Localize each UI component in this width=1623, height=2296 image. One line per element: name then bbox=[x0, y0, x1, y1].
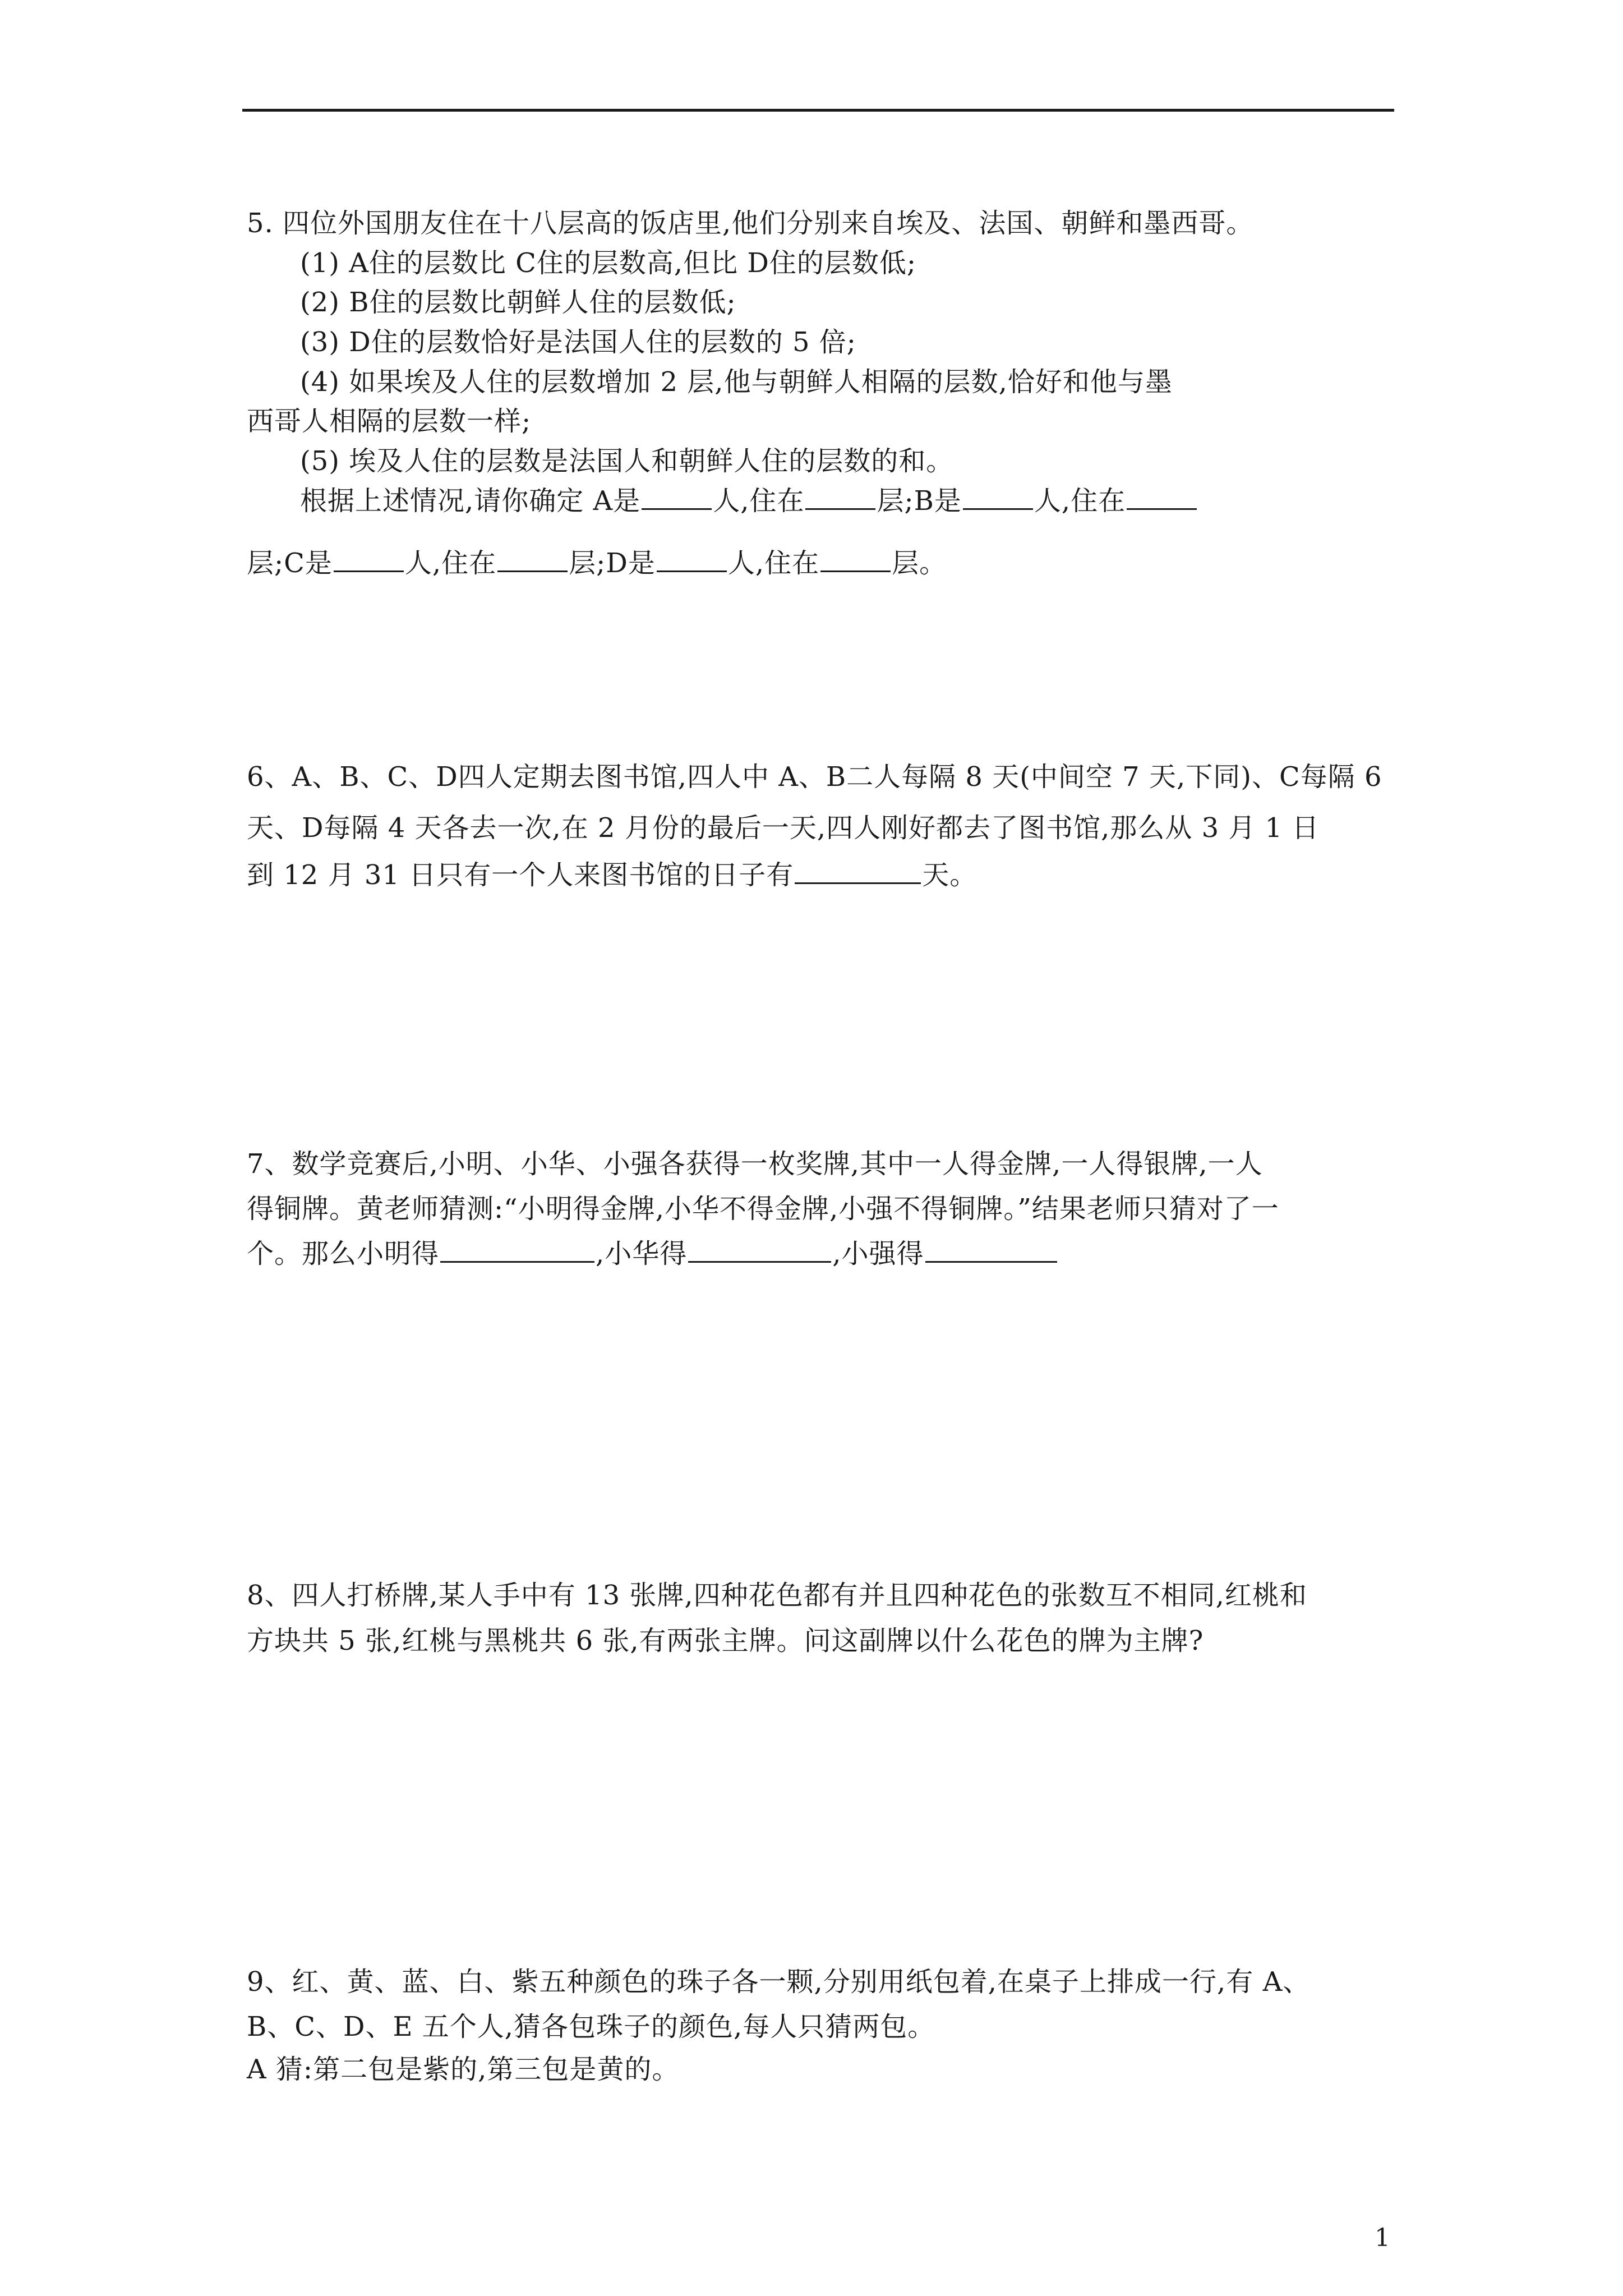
q5-condition-4a: (4) 如果埃及人住的层数增加 2 层,他与朝鲜人相隔的层数,恰好和他与墨 bbox=[300, 366, 1173, 398]
answer-blank[interactable] bbox=[334, 544, 404, 572]
answer-blank[interactable] bbox=[795, 855, 921, 884]
q5-condition-2: (2) B住的层数比朝鲜人住的层数低; bbox=[300, 287, 736, 318]
answer-blank[interactable] bbox=[1127, 481, 1197, 510]
answer-blank[interactable] bbox=[497, 544, 568, 572]
q5-ask-text: 层;C是 bbox=[247, 547, 333, 579]
answer-blank[interactable] bbox=[688, 1234, 831, 1263]
answer-blank[interactable] bbox=[820, 544, 891, 572]
q7-line-3-text: ,小华得 bbox=[596, 1238, 688, 1269]
q5-ask-text: 层;B是 bbox=[877, 485, 962, 517]
q6-line-3 bbox=[247, 855, 977, 895]
q5-ask-text: 层;D是 bbox=[569, 547, 656, 579]
q5-ask-text: 人,住在 bbox=[727, 547, 820, 579]
q5-question-line-2 bbox=[247, 543, 947, 583]
q6-line-2: 天、D每隔 4 天各去一次,在 2 月份的最后一天,四人刚好都去了图书馆,那么从 3 月 1 日 bbox=[247, 812, 1320, 844]
q8-line-1: 8、四人打桥牌,某人手中有 13 张牌,四种花色都有并且四种花色的张数互不相同,红桃和 bbox=[247, 1580, 1307, 1611]
answer-blank[interactable] bbox=[805, 481, 875, 510]
q8-line-2: 方块共 5 张,红桃与黑桃共 6 张,有两张主牌。问这副牌以什么花色的牌为主牌? bbox=[247, 1625, 1204, 1657]
q5-intro: 5. 四位外国朋友住在十八层高的饭店里,他们分别来自埃及、法国、朝鲜和墨西哥。 bbox=[247, 208, 1254, 239]
q7-line-3-text: ,小强得 bbox=[832, 1238, 924, 1269]
q9-line-1: 9、红、黄、蓝、白、紫五种颜色的珠子各一颗,分别用纸包着,在桌子上排成一行,有 A、 bbox=[247, 1966, 1311, 1998]
q5-ask-text: 根据上述情况,请你确定 A是 bbox=[300, 485, 641, 517]
answer-blank[interactable] bbox=[925, 1234, 1057, 1263]
q9-line-3: A 猜:第二包是紫的,第三包是黄的。 bbox=[247, 2054, 680, 2085]
q6-line-1: 6、A、B、C、D四人定期去图书馆,四人中 A、B二人每隔 8 天(中间空 7 天,下同)、C每隔 6 bbox=[247, 761, 1382, 793]
q9-line-2: B、C、D、E 五个人,猜各包珠子的颜色,每人只猜两包。 bbox=[247, 2011, 935, 2042]
page-number: 1 bbox=[1375, 2224, 1390, 2252]
answer-blank[interactable] bbox=[642, 481, 712, 510]
q7-line-3 bbox=[247, 1234, 1058, 1274]
q5-condition-3: (3) D住的层数恰好是法国人住的层数的 5 倍; bbox=[300, 326, 856, 358]
q5-condition-1: (1) A住的层数比 C住的层数高,但比 D住的层数低; bbox=[300, 247, 917, 279]
q6-line-3-tail: 天。 bbox=[922, 859, 978, 891]
q5-question-line-1 bbox=[300, 481, 1198, 521]
q5-condition-4b: 西哥人相隔的层数一样; bbox=[247, 406, 532, 437]
q6-line-3-text: 到 12 月 31 日只有一个人来图书馆的日子有 bbox=[247, 859, 794, 891]
answer-blank[interactable] bbox=[963, 481, 1033, 510]
q5-ask-text: 人,住在 bbox=[713, 485, 805, 517]
q5-ask-text: 人,住在 bbox=[404, 547, 497, 579]
q7-line-2: 得铜牌。黄老师猜测:“小明得金牌,小华不得金牌,小强不得铜牌。”结果老师只猜对了一 bbox=[247, 1193, 1279, 1225]
q5-ask-text: 层。 bbox=[892, 547, 947, 579]
q7-line-1: 7、数学竞赛后,小明、小华、小强各获得一枚奖牌,其中一人得金牌,一人得银牌,一人 bbox=[247, 1148, 1263, 1180]
answer-blank[interactable] bbox=[657, 544, 727, 572]
q7-line-3-text: 个。那么小明得 bbox=[247, 1238, 440, 1269]
answer-blank[interactable] bbox=[440, 1234, 594, 1263]
q5-ask-text: 人,住在 bbox=[1034, 485, 1126, 517]
q5-condition-5: (5) 埃及人住的层数是法国人和朝鲜人住的层数的和。 bbox=[300, 445, 954, 477]
header-rule bbox=[242, 109, 1394, 112]
